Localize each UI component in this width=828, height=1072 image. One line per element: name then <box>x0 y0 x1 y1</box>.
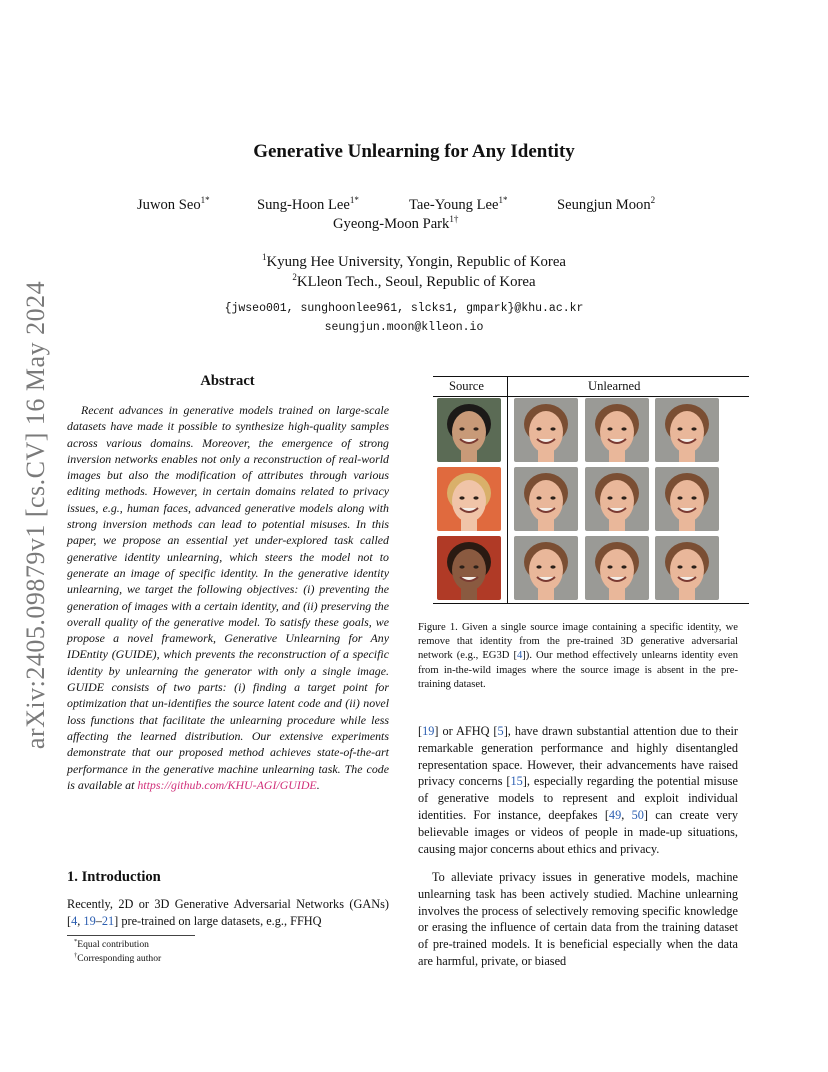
unlearned-face-image <box>655 467 719 531</box>
affiliation-2: $^2$KLleon Tech., Seoul, Republic of Korea <box>292 272 536 290</box>
source-face-image <box>437 467 501 531</box>
unlearned-column-label: Unlearned <box>588 379 641 393</box>
citation[interactable]: 49 <box>608 807 622 822</box>
arxiv-id-text: arXiv:2405.09879v1 [cs.CV] 16 May 2024 <box>21 280 50 750</box>
source-face-image <box>437 398 501 462</box>
abstract-heading: Abstract <box>200 373 255 389</box>
figure-bottom-rule <box>433 603 749 604</box>
unlearned-face-image <box>585 536 649 600</box>
citation[interactable]: 19 <box>422 724 435 738</box>
source-column-label: Source <box>449 379 484 393</box>
author-1: Juwon Seo$^{1*}$ <box>137 195 210 213</box>
section-heading: 1. Introduction <box>67 869 161 885</box>
citation[interactable]: 19 <box>83 913 96 928</box>
source-face-image <box>437 536 501 600</box>
unlearned-face-image <box>514 398 578 462</box>
author-3: Tae-Young Lee$^{1*}$ <box>409 195 508 213</box>
unlearned-face-image <box>585 467 649 531</box>
footnote-rule <box>67 935 195 936</box>
citation[interactable]: 4 <box>516 650 523 662</box>
code-link[interactable]: https://github.com/KHU-AGI/GUIDE <box>137 777 317 792</box>
email-line-2: seungjun.moon@klleon.io <box>324 321 484 334</box>
figure-top-rule <box>433 376 749 377</box>
paper-title: Generative Unlearning for Any Identity <box>253 141 575 162</box>
unlearned-face-image <box>655 398 719 462</box>
figure-header-rule <box>433 396 749 397</box>
footnote-1: *Equal contribution <box>74 938 149 951</box>
footnote-2: †Corresponding author <box>74 952 162 965</box>
right-paragraph-1: [19] or AFHQ [5], have drawn substantial attention due to their remarkable generation performance and highly disentangled representation space. However, their advancements have raised privacy concerns [15], especially regarding the potential misuse of generative models to represent and exploit individual identities. For instance, deepfakes [49, 50] can create very believable images or videos of people in made-up situations, causing major concerns about ethics and privacy. <box>418 724 739 856</box>
unlearned-face-image <box>585 398 649 462</box>
figure-divider <box>507 377 508 604</box>
unlearned-face-image <box>514 536 578 600</box>
unlearned-face-image <box>514 467 578 531</box>
citation[interactable]: 4 <box>71 913 78 928</box>
citation[interactable]: 5 <box>497 724 504 738</box>
arxiv-side-stamp <box>6 280 66 750</box>
author-4: Seungjun Moon$^2$ <box>557 195 656 213</box>
author-5: Gyeong-Moon Park$^{1\dagger}$ <box>333 214 459 232</box>
email-line-1: {jwseo001, sunghoonlee961, slcks1, gmpark}@khu.ac.kr <box>224 302 584 315</box>
unlearned-face-image <box>655 536 719 600</box>
citation[interactable]: 21 <box>101 913 115 928</box>
citation[interactable]: 50 <box>631 807 644 822</box>
author-2: Sung-Hoon Lee$^{1*}$ <box>257 195 359 213</box>
affiliation-1: $^1$Kyung Hee University, Yongin, Republic of Korea <box>262 252 566 270</box>
intro-paragraph: Recently, 2D or 3D Generative Adversarial Networks (GANs) [4, 19–21] pre-trained on large datasets, e.g., FFHQ <box>67 897 389 928</box>
abstract-body: Recent advances in generative models trained on large-scale datasets have made it possible to synthesize high-quality samples across various domains. Moreover, the emergence of strong inversion networks enables not only a reconstruction of real-world images but also the modification of attributes through various editing methods. However, in certain domains related to privacy issues, e.g., human faces, advanced generative models along with strong inversion methods can lead to potential misuses. In this paper, we propose an essential yet under-explored task called generative identity unlearning, which steers the model not to generate an image of specific identity. In the generative identity unlearning, we target the following objectives: (i) preventing the generation of images with a certain identity, and (ii) preserving the overall quality of the generative model. To satisfy these goals, we propose a novel framework, Generative Unlearning for Any IDEntity (GUIDE), which prevents the reconstruction of a specific identity by unlearning the generator with only a single image. GUIDE consists of two parts: (i) finding a target point for optimization that un-identifies the source latent code and (ii) novel loss functions that facilitate the unlearning procedure while less affecting the learned distribution. Our extensive experiments demonstrate that our proposed method achieves state-of-the-art performance in the generative machine unlearning task. The code is available at https://github.com/KHU-AGI/GUIDE. <box>67 403 389 792</box>
citation[interactable]: 15 <box>510 774 523 789</box>
right-paragraph-2: To alleviate privacy issues in generative models, machine unlearning task has been actively studied. Machine unlearning involves the process of selectively removing specific knowledge or erasing the influence of certain data from the training dataset of pre-trained models. It is beneficial especially when the data are harmful, private, or biased <box>418 870 738 968</box>
figure-caption: Figure 1. Given a single source image containing a specific identity, we remove that identity from the pre-trained 3D generative adversarial network (e.g., EG3D [4]). Our method effectively unlearns identity even from in-the-wild images where the source image is absent in the pre-training dataset. <box>418 622 738 690</box>
